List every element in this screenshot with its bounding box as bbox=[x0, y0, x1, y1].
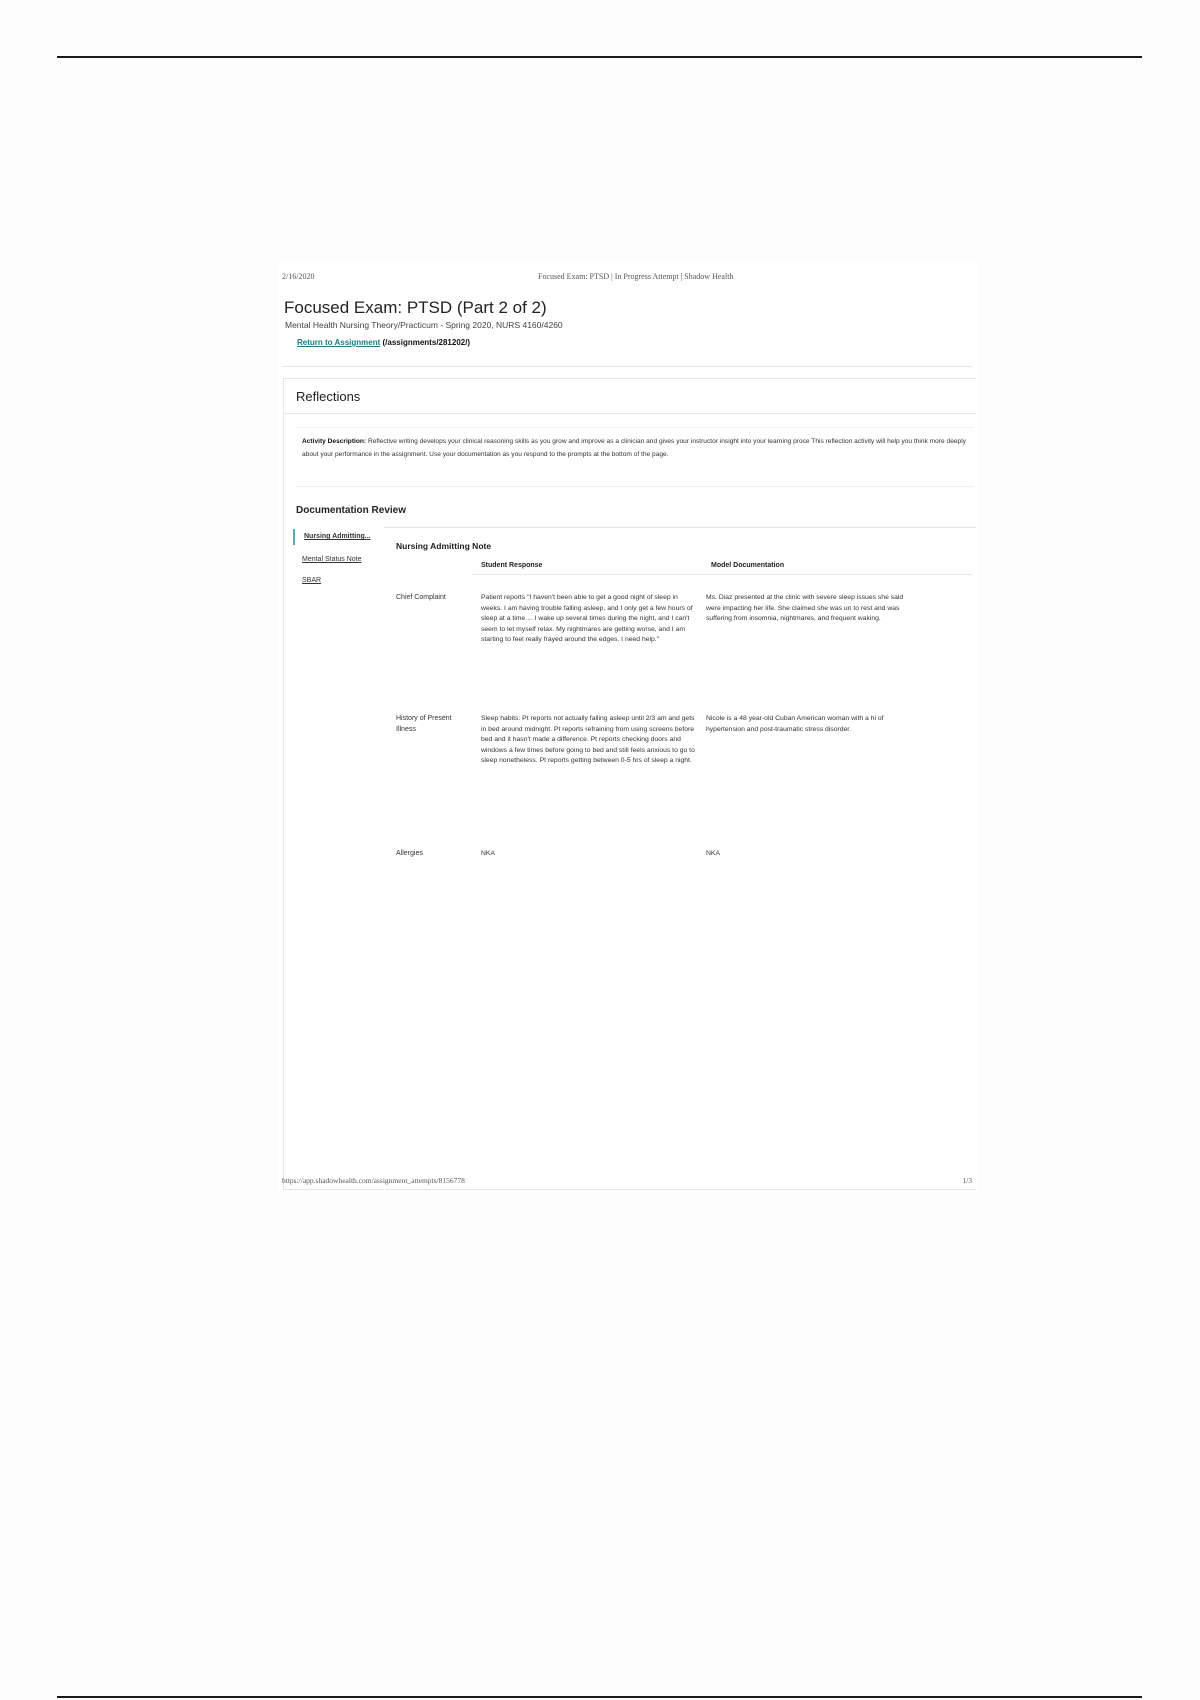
print-footer bbox=[282, 1176, 972, 1185]
page-title: Focused Exam: PTSD (Part 2 of 2) bbox=[284, 298, 547, 317]
column-header-model: Model Documentation bbox=[711, 562, 785, 569]
student-response-allergies: NKA bbox=[481, 850, 495, 857]
note-sidenav bbox=[293, 529, 383, 595]
activity-label: Activity Description: bbox=[302, 438, 367, 445]
course-subtitle: Mental Health Nursing Theory/Practicum - Spring 2020, NURS 4160/4260 bbox=[285, 320, 563, 330]
return-to-assignment-link[interactable]: Return to Assignment bbox=[297, 338, 381, 347]
reflections-heading: Reflections bbox=[296, 389, 361, 404]
print-date: 2/16/2020 bbox=[282, 272, 315, 281]
note-title: Nursing Admitting Note bbox=[396, 541, 492, 551]
reflections-panel bbox=[283, 378, 976, 1190]
row-label-allergies: Allergies bbox=[396, 850, 423, 857]
model-documentation-allergies: NKA bbox=[706, 850, 720, 857]
nav-item-sbar[interactable] bbox=[293, 574, 383, 587]
row-label-hpi: History of Present Illness bbox=[396, 715, 452, 733]
printed-page bbox=[278, 262, 978, 1192]
row-label-chief-complaint: Chief Complaint bbox=[396, 594, 446, 601]
nav-item-mental-status[interactable] bbox=[293, 553, 383, 566]
print-title: Focused Exam: PTSD | In Progress Attempt | Shadow Health bbox=[538, 272, 734, 281]
student-response-hpi: Sleep habits: Pt reports not actually falling asleep until 2/3 am and gets in bed around midnight. Pt reports refraining from using screens before bed and it hasn't made a difference. Pt reports checking doors and windows a few times before going to bed and still feels anxious to go to sleep nonetheless. Pt reports getting between 0-5 hrs of sleep a night. bbox=[481, 715, 695, 764]
return-link-row bbox=[297, 338, 470, 347]
top-rule bbox=[57, 56, 1142, 58]
documentation-review-heading: Documentation Review bbox=[296, 505, 407, 516]
nav-item-label: Nursing Admitting... bbox=[304, 533, 371, 540]
print-url: https://app.shadowhealth.com/assignment_attempts/8156778 bbox=[282, 1176, 465, 1185]
model-documentation-hpi: Nicole is a 48 year-old Cuban American woman with a hi of hypertension and post-traumatic stress disorder. bbox=[706, 715, 884, 733]
student-response-chief-complaint: Patient reports "I haven't been able to get a good night of sleep in weeks. I am having trouble falling asleep, and I only get a few hours of sleep at a time ... I wake up several times during the night, and I can't seem to let myself relax. My nightmares are getting worse, and I am starting to feel really frayed around the edges. I need help." bbox=[481, 594, 693, 643]
activity-text: Reflective writing develops your clinical reasoning skills as you grow and improve as a clinician and gives your instructor insight into your learning proce This reflection activity will help you think more deeply about your performance in the assignment. Use your documentation as you respond to the prompts at the bottom of the page. bbox=[302, 438, 966, 458]
doc-divider bbox=[384, 527, 976, 528]
return-path: (/assignments/281202/) bbox=[382, 338, 471, 347]
panel-header bbox=[284, 379, 976, 414]
header-divider bbox=[472, 574, 972, 575]
column-header-student: Student Response bbox=[481, 562, 543, 569]
divider bbox=[282, 366, 972, 367]
nav-item-nursing-admitting[interactable] bbox=[293, 529, 383, 545]
model-documentation-chief-complaint: Ms. Diaz presented at the clinic with severe sleep issues she said were impacting her life. She claimed she was un to rest and was suffering from insomnia, nightmares, and frequent waking. bbox=[706, 594, 904, 622]
nav-item-label: Mental Status Note bbox=[302, 556, 362, 563]
page-number: 1/3 bbox=[962, 1176, 972, 1185]
bottom-rule bbox=[57, 1696, 1142, 1698]
nav-item-label: SBAR bbox=[302, 577, 322, 584]
activity-description bbox=[295, 427, 974, 487]
